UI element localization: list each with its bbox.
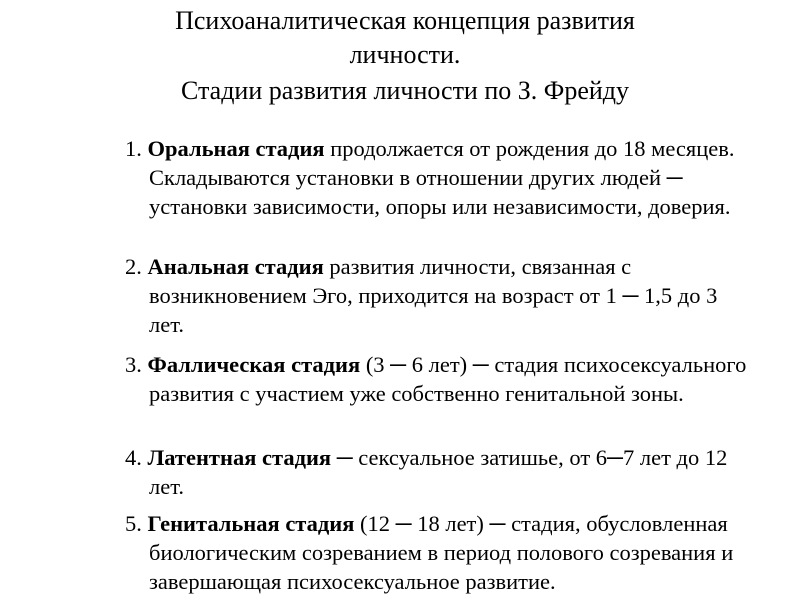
- item-number: 5.: [125, 511, 148, 536]
- list-item-phallic: [125, 350, 755, 408]
- list-item-oral: [125, 134, 755, 221]
- item-text: (12 ─ 18 лет) ─ стадия, обусловленная биологическим созреванием в период полового созревания и завершающая психосексуальное развитие.: [149, 511, 734, 594]
- list-item-anal: [125, 252, 755, 339]
- item-term: Анальная стадия: [147, 254, 324, 279]
- item-number: 2.: [125, 254, 148, 279]
- item-text: (3 ─ 6 лет) ─ стадия психосексуального развития с участием уже собственно генитальной зоны.: [149, 352, 747, 406]
- item-term: Оральная стадия: [147, 136, 325, 161]
- slide-title: [90, 4, 720, 108]
- item-text: продолжается от рождения до 18 месяцев. Складываются установки в отношении других людей ─ установки зависимости, опоры или независимости, доверия.: [149, 136, 735, 219]
- item-number: 3.: [125, 352, 148, 377]
- list-item-genital: [125, 509, 755, 596]
- item-text: ─ сексуальное затишье, от 6─7 лет до 12 лет.: [149, 445, 728, 499]
- list-item-latent: [125, 443, 755, 501]
- item-term: Генитальная стадия: [147, 511, 355, 536]
- title-line-1: Психоаналитическая концепция развития: [175, 6, 635, 35]
- item-number: 4.: [125, 445, 148, 470]
- item-term: Фаллическая стадия: [147, 352, 361, 377]
- title-line-3: Стадии развития личности по З. Фрейду: [180, 76, 630, 105]
- title-line-2: личности.: [349, 40, 461, 69]
- item-number: 1.: [125, 136, 148, 161]
- item-text: развития личности, связанная с возникновением Эго, приходится на возраст от 1 ─ 1,5 до 3 лет.: [149, 254, 718, 337]
- item-term: Латентная стадия: [147, 445, 332, 470]
